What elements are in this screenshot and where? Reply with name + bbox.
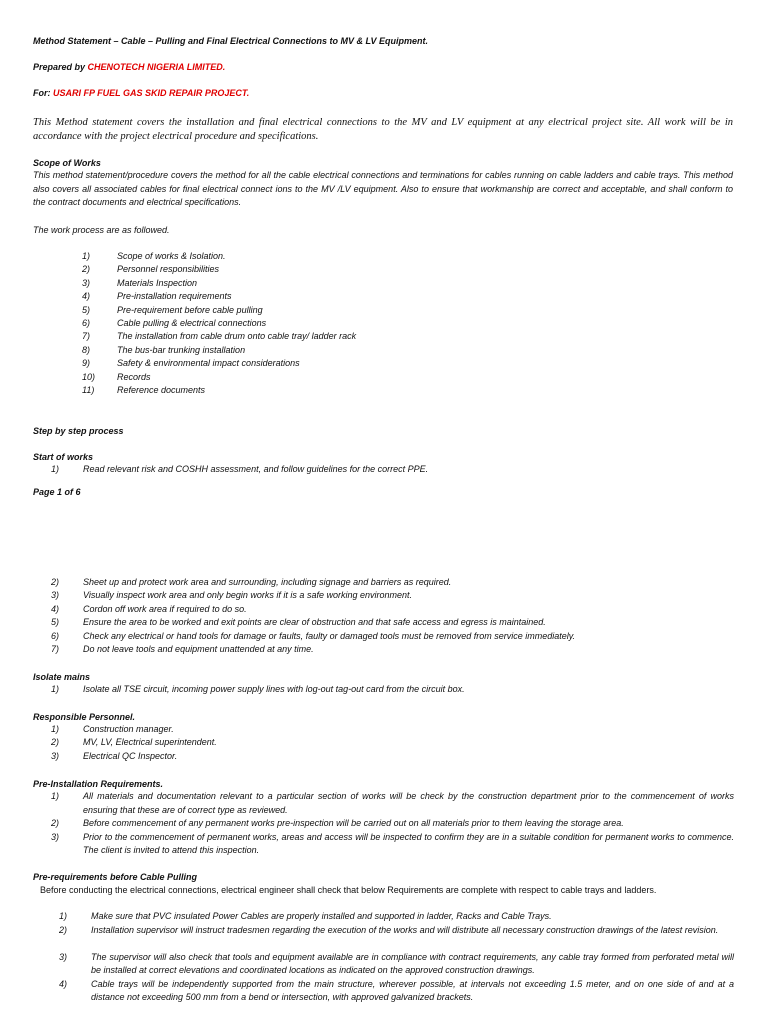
item-number: 1) [51,724,60,734]
item-number: 1) [82,251,91,261]
item-number: 1) [51,791,60,801]
item-number: 2) [59,924,68,935]
item-text: Cable pulling & electrical connections [117,318,267,328]
item-number: 2) [51,737,60,748]
item-number: 4) [51,603,60,614]
step-heading: Step by step process [33,426,124,436]
item-number: 10) [82,371,96,382]
page-number: Page 1 of 6 [33,487,81,497]
item-number: 3) [51,831,60,842]
item-text: Check any electrical or hand tools for damage or faults, faulty or damaged tools must be removed from service immediately. [83,630,576,641]
item-text: The bus-bar trunking installation [117,344,246,355]
item-number: 3) [51,750,60,761]
item-text: Visually inspect work area and only begin works if it is a safe working environment. [83,590,412,601]
item-number: 5) [82,304,91,315]
item-text: Before commencement of any permanent works pre-inspection will be carried out on all materials prior to them leaving the storage area. [83,818,624,828]
item-text: The supervisor will also check that tools and equipment available are in compliance with contract requirements, any cable tray formed from perforated metal will be installed at correct elevations and coordinated locations as indicated on the approved construction drawings. [91,951,734,975]
item-number: 3) [82,277,91,288]
item-text: Pre-requirement before cable pulling [117,304,263,315]
item-number: 1) [51,464,60,474]
item-text: Personnel responsibilities [117,264,220,275]
prepared-by-line [33,61,225,73]
item-number: 11) [82,385,95,395]
item-number: 4) [59,978,68,989]
item-text: Prior to the commencement of permanent works, areas and access will be inspected to confirm they are in a suitable condition for permanent works to commence. The client is invited to attend this inspection. [83,831,734,855]
item-number: 6) [51,630,60,641]
scope-paragraph: This method statement/procedure covers the method for all the cable electrical connections and terminations for cables running on cable ladders and cable trays. This method also covers all associated cables for final electrical connect ions to the MV /LV equipment. Also to ensure that workmanship are correct and acceptable, and shall conform to the contract documents and electrical specifications. [33,170,733,207]
item-text: Pre-installation requirements [117,291,232,302]
item-number: 2) [51,818,60,828]
item-text: Do not leave tools and equipment unattended at any time. [83,644,314,654]
item-number: 1) [51,684,60,694]
personnel-heading: Responsible Personnel. [33,712,136,722]
item-text: MV, LV, Electrical superintendent. [83,737,217,748]
item-text: Cable trays will be independently supported from the main structure, wherever possible, at intervals not exceeding 1.5 meter, and on one side of and at a distance not exceeding 500 mm from a bend or intersection, with approved galvanized brackets. [91,978,734,1002]
item-text: Materials Inspection [117,277,198,288]
item-number: 2) [82,264,91,275]
item-text: Isolate all TSE circuit, incoming power supply lines with log-out tag-out card from the circuit box. [83,684,465,694]
document-title: Method Statement – Cable – Pulling and Final Electrical Connections to MV & LV Equipment. [33,36,429,46]
for-line [33,87,249,99]
scope-heading: Scope of Works [33,158,101,168]
item-text: Installation supervisor will instruct tradesmen regarding the execution of the works and will distribute all necessary construction drawings of the latest revision. [91,924,719,935]
item-number: 3) [59,951,68,962]
item-number: 7) [82,331,91,342]
item-text: All materials and documentation relevant to a particular section of works will be check by the construction department prior to the commencement of works ensuring that these are of correct type as reviewed. [83,791,734,815]
item-number: 2) [51,577,60,587]
item-text: Safety & environmental impact considerations [117,358,300,369]
item-text: Ensure the area to be worked and exit points are clear of obstruction and that safe access and egress is maintained. [83,617,546,628]
item-text: Cordon off work area if required to do so. [83,603,247,614]
item-text: Make sure that PVC insulated Power Cables are properly installed and supported in ladder, Racks and Cable Trays. [91,911,552,921]
isolate-heading: Isolate mains [33,672,91,682]
item-text: Construction manager. [83,724,174,734]
item-text: Sheet up and protect work area and surrounding, including signage and barriers as required. [83,577,452,587]
company-name: CHENOTECH NIGERIA LIMITED. [87,62,226,72]
item-number: 6) [82,318,91,328]
item-number: 9) [82,358,91,369]
item-text: Electrical QC Inspector. [83,750,178,761]
prereq-intro: Before conducting the electrical connections, electrical engineer shall check that below Requirements are complete with respect to cable trays and ladders. [40,885,657,895]
process-intro: The work process are as followed. [33,225,170,235]
for-label: For: [33,88,53,98]
project-name: USARI FP FUEL GAS SKID REPAIR PROJECT. [53,88,250,98]
item-number: 3) [51,590,60,601]
item-number: 1) [59,911,68,921]
intro-paragraph: This Method statement covers the installation and final electrical connections to the MV and LV equipment at any electrical project site. All work will be in accordance with the project electrical procedure and specifications. [33,117,733,142]
item-text: Records [117,371,151,382]
item-number: 7) [51,644,60,654]
item-number: 4) [82,291,91,302]
item-text: The installation from cable drum onto cable tray/ ladder rack [117,331,357,342]
item-text: Reference documents [117,385,206,395]
prereq-heading: Pre-requirements before Cable Pulling [33,872,198,882]
item-number: 5) [51,617,60,628]
item-number: 8) [82,344,91,355]
prepared-by-label: Prepared by [33,62,88,72]
start-heading: Start of works [33,452,94,462]
preinstall-heading: Pre-Installation Requirements. [33,779,164,789]
item-text: Scope of works & Isolation. [117,251,226,261]
item-text: Read relevant risk and COSHH assessment, and follow guidelines for the correct PPE. [83,464,429,474]
